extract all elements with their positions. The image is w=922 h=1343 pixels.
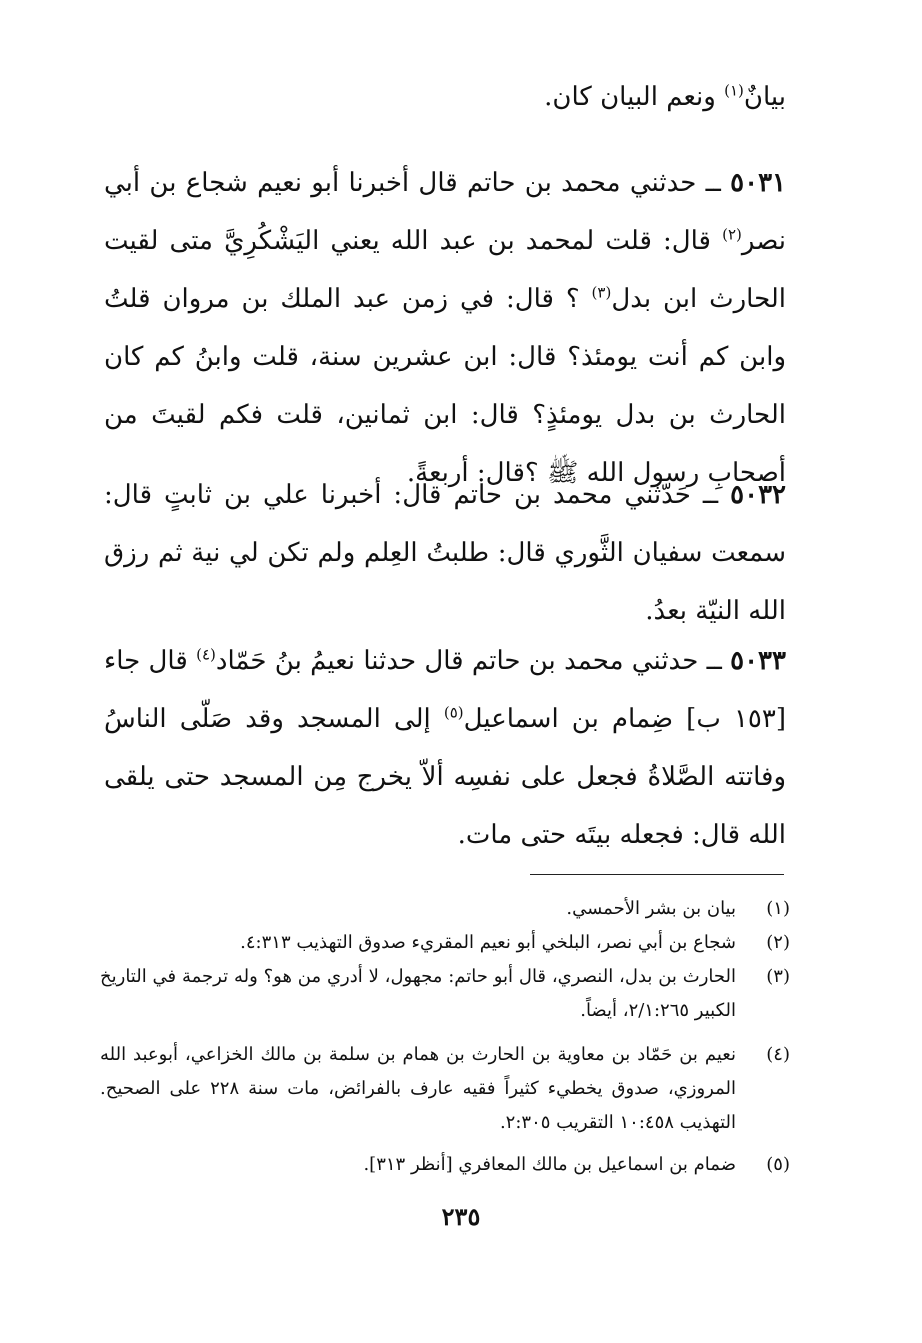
hadith-text-part: ــ حَدّثني محمد بن حاتم قال: أخبرنا علي بن ثابتٍ قال: سمعت سفيان الثَّوري قال: طلبتُ العِلم ولم تكن لي نية ثم رزق الله النيّة بعدُ. — [104, 480, 786, 626]
hadith-number: ٥٠٣١ — [730, 168, 786, 198]
footnote-4 — [100, 1038, 790, 1140]
footnote-text: ضمام بن اسماعيل بن مالك المعافري [أنظر ٣١٣]. — [363, 1154, 736, 1175]
footnote-text: الحارث بن بدل، النصري، قال أبو حاتم: مجهول، لا أدري من هو؟ وله ترجمة في التاريخ الكبير ٢/١:٢٦٥، أيضاً. — [100, 966, 736, 1021]
hadith-text-part: قال: قلت لمحمد بن عبد الله يعني اليَشْكُرِيَّ متى لقيت الحارث ابن بدل — [104, 226, 786, 314]
footnote-5 — [100, 1148, 790, 1182]
footnote-ref-5: (٥) — [443, 703, 464, 722]
hadith-number: ٥٠٣٢ — [730, 480, 786, 510]
footnote-text: بيان بن بشر الأحمسي. — [566, 898, 736, 919]
hadith-5032 — [104, 466, 786, 640]
footnote-text: نعيم بن حَمّاد بن معاوية بن الحارث بن همام بن سلمة بن مالك الخزاعي، أبوعبد الله المروزي، صدوق يخطيء كثيراً فقيه عارف بالفرائض، مات سنة ٢٢٨ على الصحيح. التهذيب ١٠:٤٥٨ التقريب ٢:٣٠٥. — [100, 1044, 736, 1133]
hadith-number: ٥٠٣٣ — [730, 646, 786, 676]
footnote-mark: (٣) — [766, 966, 790, 987]
hadith-text-part: ــ حدثني محمد بن حاتم قال حدثنا نعيمُ بنُ حَمّاد — [215, 646, 731, 676]
opening-line-post: ونعم البيان كان. — [544, 82, 725, 112]
footnote-2 — [100, 926, 790, 960]
hadith-text-part: ؟ قال: في زمن عبد الملك بن مروان قلتُ وابن كم أنت يومئذ؟ قال: ابن عشرين سنة، قلت وابنُ كم كان الحارث بن بدل يومئذٍ؟ قال: ابن ثمانين، قلت فكم لقيتَ من أصحابِ رسول الله ﷺ ؟قال: أربعةً. — [104, 284, 786, 488]
hadith-text-part: قال جاء [١٥٣ ب] ضِمام بن اسماعيل — [104, 646, 786, 734]
footnote-mark: (١) — [766, 898, 790, 919]
opening-line — [104, 68, 786, 126]
footnote-1 — [100, 892, 790, 926]
footnote-text: شجاع بن أبي نصر، البلخي أبو نعيم المقريء صدوق التهذيب ٤:٣١٣. — [240, 932, 736, 953]
hadith-text-part: إلى المسجد وقد صَلّى الناسُ وفاتته الصَّلاةُ فجعل على نفسِه ألاّ يخرج مِن المسجد حتى يلقى الله قال: فجعله بيتَه حتى مات. — [104, 704, 786, 850]
footnote-mark: (٥) — [766, 1154, 790, 1175]
footnote-ref-3: (٣) — [591, 283, 612, 302]
footnote-mark: (٤) — [766, 1044, 790, 1065]
hadith-5033 — [104, 632, 786, 864]
hadith-text-part: ــ حدثني محمد بن حاتم قال أخبرنا أبو نعيم شجاع بن أبي نصر — [104, 168, 786, 256]
footnote-ref-1: (١) — [724, 81, 744, 100]
page-number: ٢٣٥ — [441, 1202, 481, 1231]
footnote-mark: (٢) — [766, 932, 790, 953]
footnote-separator — [530, 874, 784, 875]
footnote-ref-2: (٢) — [722, 225, 742, 244]
footnote-ref-4: (٤) — [196, 645, 216, 664]
opening-line-pre: بيانٌ — [743, 82, 786, 112]
footnote-3 — [100, 960, 790, 1028]
hadith-5031 — [104, 154, 786, 502]
